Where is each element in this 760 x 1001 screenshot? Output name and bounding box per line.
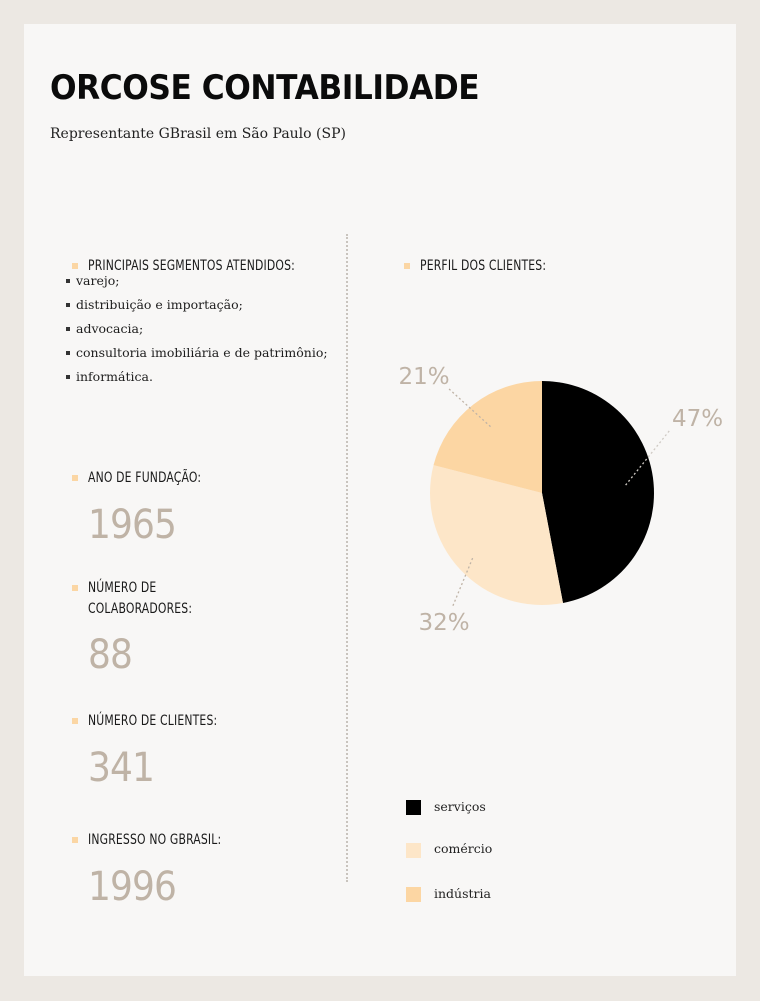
legend-label-comercio: comércio — [434, 841, 493, 856]
clients-bullet-icon — [72, 718, 78, 724]
employees-label-line1: NÚMERO DE — [88, 580, 157, 596]
pie-slice-0 — [542, 381, 654, 603]
chart-bullet-icon — [404, 263, 410, 269]
legend-swatch-industria — [406, 887, 421, 902]
segments-list — [66, 272, 328, 392]
column-divider — [346, 234, 348, 882]
clients-label: NÚMERO DE CLIENTES: — [88, 713, 218, 729]
founded-label: ANO DE FUNDAÇÃO: — [88, 470, 202, 486]
segments-label: PRINCIPAIS SEGMENTOS ATENDIDOS: — [88, 258, 295, 274]
employees-label-line2: COLABORADORES: — [88, 601, 193, 617]
founded-bullet-icon — [72, 475, 78, 481]
list-item: varejo; — [66, 272, 328, 296]
pie-data-label-0: 47% — [672, 406, 724, 432]
page-subtitle: Representante GBrasil em São Paulo (SP) — [50, 126, 346, 142]
legend-label-servicos: serviços — [434, 799, 486, 814]
employees-bullet-icon — [72, 585, 78, 591]
pie-data-label-2: 21% — [398, 364, 450, 390]
pie-chart — [352, 330, 742, 660]
pie-data-label-1: 32% — [418, 610, 470, 636]
segments-bullet-icon — [72, 263, 78, 269]
page-title: ORCOSE CONTABILIDADE — [50, 68, 480, 108]
joined-label: INGRESSO NO GBRASIL: — [88, 832, 222, 848]
joined-value: 1996 — [88, 864, 177, 910]
list-item: consultoria imobiliária e de patrimônio; — [66, 344, 328, 368]
employees-value: 88 — [88, 632, 133, 678]
legend-swatch-servicos — [406, 800, 421, 815]
list-item: informática. — [66, 368, 328, 392]
legend-label-industria: indústria — [434, 886, 491, 901]
chart-title: PERFIL DOS CLIENTES: — [420, 258, 547, 274]
joined-bullet-icon — [72, 837, 78, 843]
legend-swatch-comercio — [406, 843, 421, 858]
founded-value: 1965 — [88, 502, 177, 548]
list-item: advocacia; — [66, 320, 328, 344]
list-item: distribuição e importação; — [66, 296, 328, 320]
clients-value: 341 — [88, 745, 155, 791]
